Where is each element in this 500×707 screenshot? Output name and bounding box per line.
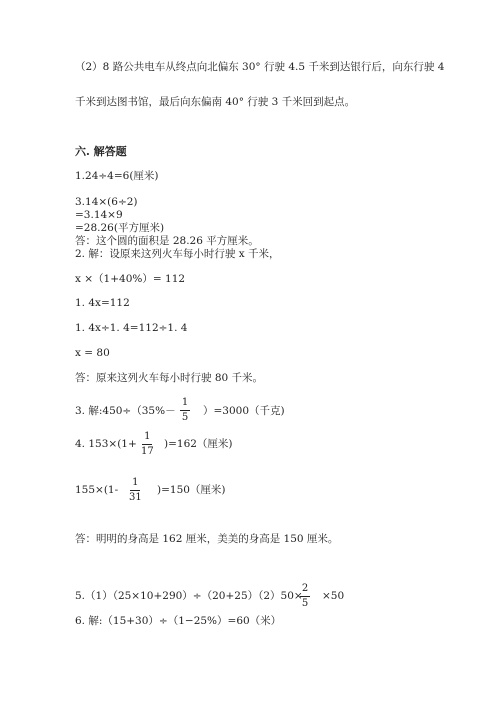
q4-b-pre: 155×(1- bbox=[75, 484, 119, 496]
q3-numerator: 1 bbox=[181, 397, 189, 408]
q3-denominator: 5 bbox=[181, 412, 189, 423]
q4-b-numerator: 1 bbox=[132, 477, 139, 488]
q6-line-1: 6. 解:（15+30）÷（1−25%）=60（米） bbox=[75, 615, 282, 627]
q5-denominator: 5 bbox=[301, 598, 309, 609]
q2-line-1: 2. 解：设原来这列火车每小时行驶 x 千米， bbox=[75, 248, 280, 260]
q3-fraction bbox=[180, 397, 190, 424]
q4-answer: 答：明明的身高是 162 厘米，美美的身高是 150 厘米。 bbox=[75, 533, 339, 545]
q3-post: ）=3000（千克) bbox=[203, 405, 285, 417]
part2-line-2: 千米到达图书馆，最后向东偏南 40° 行驶 3 千米回到起点。 bbox=[75, 96, 356, 108]
q5-numerator: 2 bbox=[301, 583, 309, 594]
part2-line-1: （2）8 路公共电车从终点向北偏东 30° 行驶 4.5 千米到达银行后，向东行驶 4 bbox=[75, 61, 445, 73]
q5-fraction bbox=[300, 583, 310, 610]
q2-equation: x ×（1+40%）= 112 bbox=[75, 273, 186, 285]
section-heading: 六. 解答题 bbox=[75, 145, 127, 158]
q4-a-post: )=162（厘米) bbox=[164, 438, 233, 450]
q1-line-2: 3.14×(6÷2) bbox=[75, 196, 138, 208]
fraction-bar bbox=[142, 444, 152, 445]
q2-step-1: 1. 4x=112 bbox=[75, 297, 130, 309]
q2-step-2: 1. 4x÷1. 4=112÷1. 4 bbox=[75, 322, 188, 334]
q1-line-4: =28.26(平方厘米) bbox=[75, 222, 165, 234]
q3-pre: 3. 解:450÷（35%－ bbox=[75, 405, 176, 417]
q1-line-1: 1.24÷4=6(厘米) bbox=[75, 170, 159, 182]
q5-pre: 5.（1）（25×10+290）÷（20+25）（2）50× bbox=[75, 590, 303, 602]
q1-answer: 答：这个圆的面积是 28.26 平方厘米。 bbox=[75, 235, 259, 247]
q4-b-denominator: 31 bbox=[129, 492, 142, 503]
q4-b-fraction bbox=[129, 477, 142, 504]
fraction-bar bbox=[130, 490, 140, 491]
fraction-bar bbox=[180, 410, 190, 411]
q2-result: x = 80 bbox=[75, 347, 110, 359]
q5-post: ×50 bbox=[322, 590, 345, 602]
q1-line-3: =3.14×9 bbox=[75, 209, 123, 221]
q4-a-numerator: 1 bbox=[144, 431, 151, 442]
q2-answer: 答：原来这列火车每小时行驶 80 千米。 bbox=[75, 372, 264, 384]
q4-a-pre: 4. 153×(1+ bbox=[75, 438, 137, 450]
q4-a-denominator: 17 bbox=[141, 446, 154, 457]
q4-a-fraction bbox=[141, 431, 154, 458]
fraction-bar bbox=[300, 596, 310, 597]
q4-b-post: )=150（厘米) bbox=[157, 484, 226, 496]
